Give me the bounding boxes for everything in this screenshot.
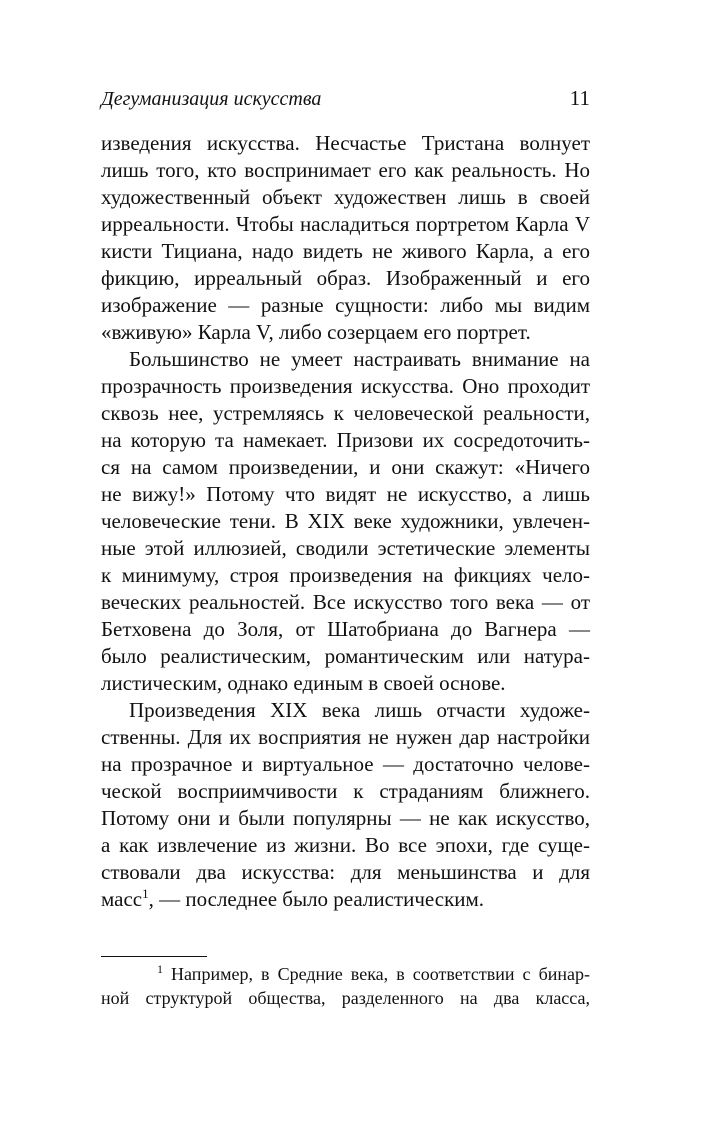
text-line: кисти Тициана, надо видеть не живого Карла, а его bbox=[101, 239, 590, 263]
text-line: сквозь нее, устремляясь к человеческой реальности, bbox=[101, 401, 590, 425]
text-line: ные этой иллюзией, сводили эстетические элементы bbox=[101, 536, 590, 560]
text-line: Потому они и были популярны — не как искусство, bbox=[101, 806, 590, 830]
text-line: на которую та намекает. Призови их сосредоточить- bbox=[101, 428, 590, 452]
footnote-mark: 1 bbox=[157, 962, 163, 976]
text-line: изображение — разные сущности: либо мы видим bbox=[101, 293, 590, 317]
text-fragment: масс bbox=[101, 887, 143, 911]
text-line: лишь того, кто воспринимает его как реальность. Но bbox=[101, 158, 590, 182]
text-line: было реалистическим, романтическим или натура- bbox=[101, 644, 590, 668]
text-line: ся на самом произведении, и они скажут: «Ничего bbox=[101, 455, 590, 479]
text-line: человеческие тени. В XIX веке художники, увлечен- bbox=[101, 509, 590, 533]
text-line: а как извлечение из жизни. Во все эпохи, где суще- bbox=[101, 833, 590, 857]
text-line-with-footnote bbox=[101, 886, 590, 913]
text-line: ствовали два искусства: для меньшинства и для bbox=[101, 860, 590, 884]
text-fragment: , — последнее было реалистическим. bbox=[148, 887, 485, 911]
footnote bbox=[101, 962, 590, 1010]
text-line: Бетховена до Золя, от Шатобриана до Вагнера — bbox=[101, 617, 590, 641]
text-line: к минимуму, строя произведения на фикциях чело- bbox=[101, 563, 590, 587]
text-line: Большинство не умеет настраивать внимание на bbox=[129, 347, 590, 371]
page-header bbox=[101, 80, 590, 120]
text-line: ственны. Для их восприятия не нужен дар настройки bbox=[101, 725, 590, 749]
text-line: изведения искусства. Несчастье Тристана волнует bbox=[101, 131, 590, 155]
main-text bbox=[101, 130, 590, 913]
text-line: листическим, однако единым в своей основе. bbox=[101, 671, 506, 695]
footnote-divider bbox=[101, 956, 207, 957]
footnote-line: ной структурой общества, разделенного на два класса, bbox=[101, 988, 590, 1008]
text-line: ческой восприимчивости к страданиям ближнего. bbox=[101, 779, 590, 803]
text-line: не вижу!» Потому что видят не искусство, а лишь bbox=[101, 482, 590, 506]
running-title: Дегуманизация искусства bbox=[101, 88, 322, 110]
text-line: Произведения XIX века лишь отчасти художе- bbox=[129, 698, 590, 722]
footnote-text: Например, в Средние века, в соответствии с бинар- bbox=[163, 964, 590, 984]
page-number: 11 bbox=[569, 86, 590, 110]
text-line: на прозрачное и виртуальное — достаточно челове- bbox=[101, 752, 590, 776]
paragraph-3 bbox=[101, 697, 590, 913]
paragraph-1 bbox=[101, 130, 590, 346]
text-line: «вживую» Карла V, либо созерцаем его портрет. bbox=[101, 320, 531, 344]
book-page bbox=[101, 80, 590, 913]
text-line: прозрачность произведения искусства. Оно проходит bbox=[101, 374, 590, 398]
footnote-reference[interactable]: 1 bbox=[142, 886, 149, 901]
text-line: ирреальности. Чтобы насладиться портретом Карла V bbox=[101, 212, 590, 236]
text-line: фикцию, ирреальный образ. Изображенный и его bbox=[101, 266, 590, 290]
text-line: веческих реальностей. Все искусство того века — от bbox=[101, 590, 590, 614]
text-line: художественный объект художествен лишь в своей bbox=[101, 185, 590, 209]
paragraph-2 bbox=[101, 346, 590, 697]
footnote-line bbox=[101, 962, 590, 986]
